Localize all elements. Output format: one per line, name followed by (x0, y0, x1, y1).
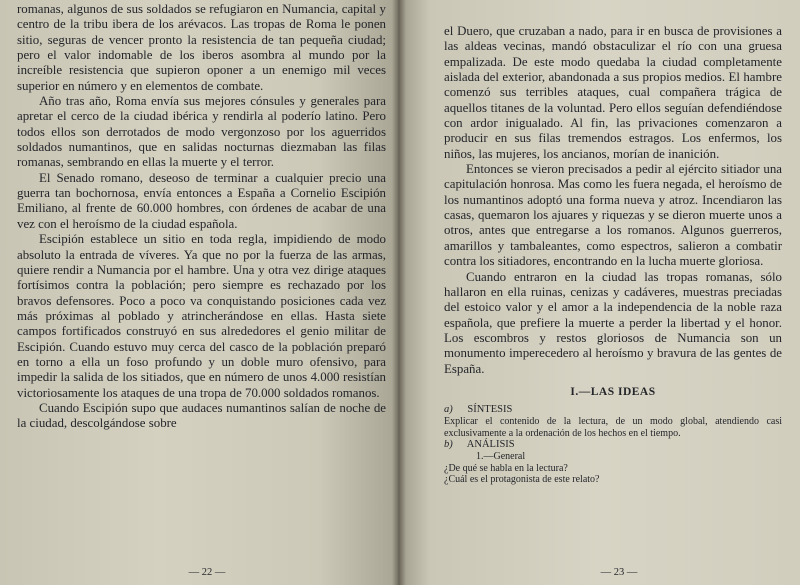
sintesis-tag: a) (444, 404, 453, 416)
left-page (0, 0, 398, 585)
page-number-left: — 22 — (188, 566, 226, 578)
analisis-heading (444, 439, 782, 451)
left-paragraph-5: Cuando Escipión supo que audaces numantinos salían de noche de la ciudad, descolgándose sobre (17, 400, 386, 431)
book-gutter (392, 0, 406, 585)
left-paragraph-4: Escipión establece un sitio en toda regla, impidiendo de modo absoluto la entrada de víveres. Ya que no por la fuerza de las armas, quiere rendir a Numancia por el hambre. Una y otra vez dirige ataques fortísimos contra la población; pero siempre es rechazado por los bravos defensores. Poco a poco va conquistando posiciones cada vez más próximas al poblado y atrincherándose en ellas. Hasta siete campos fortificados construyó en sus alrededores el genio militar de Escipión. Cuando estuvo muy cerca del casco de la población preparó en torno a ella un foso profundo y un doble muro ofensivo, para impedir la salida de los sitiados, que en número de unos 4.000 resistían victoriosamente los ataques de una tropa de 70.000 soldados romanos. (17, 232, 386, 400)
question-1: ¿De qué se habla en la lectura? (444, 462, 568, 474)
analisis-tag: b) (444, 439, 453, 451)
sintesis-heading (444, 404, 782, 416)
left-paragraph-1: romanas, algunos de sus soldados se refugiaron en Numancia, capital y centro de la tribu ibera de los arévacos. Las tropas de Roma le ponen sitio, seguras de vencer pronto la resistencia de tan pequeña ciudad; pero el valor indomable de los iberos asombra al mundo por la increíble resistencia que supieron oponer a un enemigo mil veces superior en número y en elementos de combate. (17, 2, 386, 93)
right-paragraph-2: Entonces se vieron precisados a pedir al ejército sitiador una capitulación honrosa. Mas como les fuera negada, el heroísmo de los numantinos adoptó una forma nueva y atroz. Incendiaron las casas, quemaron los ajuares y riquezas y se dieron muerte unos a otros, antes que entregarse a los romanos. Algunos guerreros, amarillos y tambaleantes, como espectros, salieron a combatir contra los sitiadores, encontrando en la lucha muerte gloriosa. (444, 162, 782, 269)
analisis-label: ANÁLISIS (466, 439, 515, 451)
left-paragraph-2: Año tras año, Roma envía sus mejores cónsules y generales para apretar el cerco de la ciudad ibérica y rendirla al poderío latino. Pero todos ellos son derrotados de modo vergonzoso por los aguerridos soldados numantinos, que en salidas nocturnas diezmaban las filas romanas, sembrando en ellas la muerte y el terror. (17, 94, 386, 170)
right-paragraph-1: el Duero, que cruzaban a nado, para ir en busca de provisiones a las aldeas vecinas, mandó obstaculizar el río con una gruesa empalizada. De este modo quedaba la ciudad completamente aislada del exterior, abandonada a sus propios medios. El hambre comenzó sus terribles ataques, cual compañera trágica de aquellos titanes de la voluntad. Pero ellos seguían defendiéndose con ardor inigualado. Al fin, las privaciones comenzaron a producir en sus filas tremendos estragos. Los enfermos, los niños, las mujeres, los ancianos, morían de inanición. (444, 24, 782, 161)
general-label: 1.—General (476, 451, 526, 463)
left-paragraph-3: El Senado romano, deseoso de terminar a cualquier precio una guerra tan bochornosa, envía entonces a España a Cornelio Escipión Emiliano, al frente de 60.000 hombres, con órdenes de acabar de una vez con el heroísmo de la ciudad española. (17, 170, 386, 231)
section-heading: I.—LAS IDEAS (570, 385, 656, 398)
sintesis-text: Explicar el contenido de la lectura, de un modo global, atendiendo casi exclusivamente a la ordenación de los hechos en el tiempo. (444, 416, 782, 439)
right-paragraph-3: Cuando entraron en la ciudad las tropas romanas, sólo hallaron en ella ruinas, cenizas y cadáveres, muestras preciadas del estoico valor y el amor a la independencia de la noble raza española, que prefiere la muerte a perder la libertad y el honor. Los escombros y restos gloriosos de Numancia son un monumento imperecedero al heroísmo y bravura de las gentes de España. (444, 269, 782, 376)
question-2: ¿Cuál es el protagonista de este relato? (444, 474, 600, 486)
right-page (398, 0, 800, 585)
page-number-right: — 23 — (600, 566, 638, 578)
sintesis-label: SÍNTESIS (467, 404, 513, 416)
